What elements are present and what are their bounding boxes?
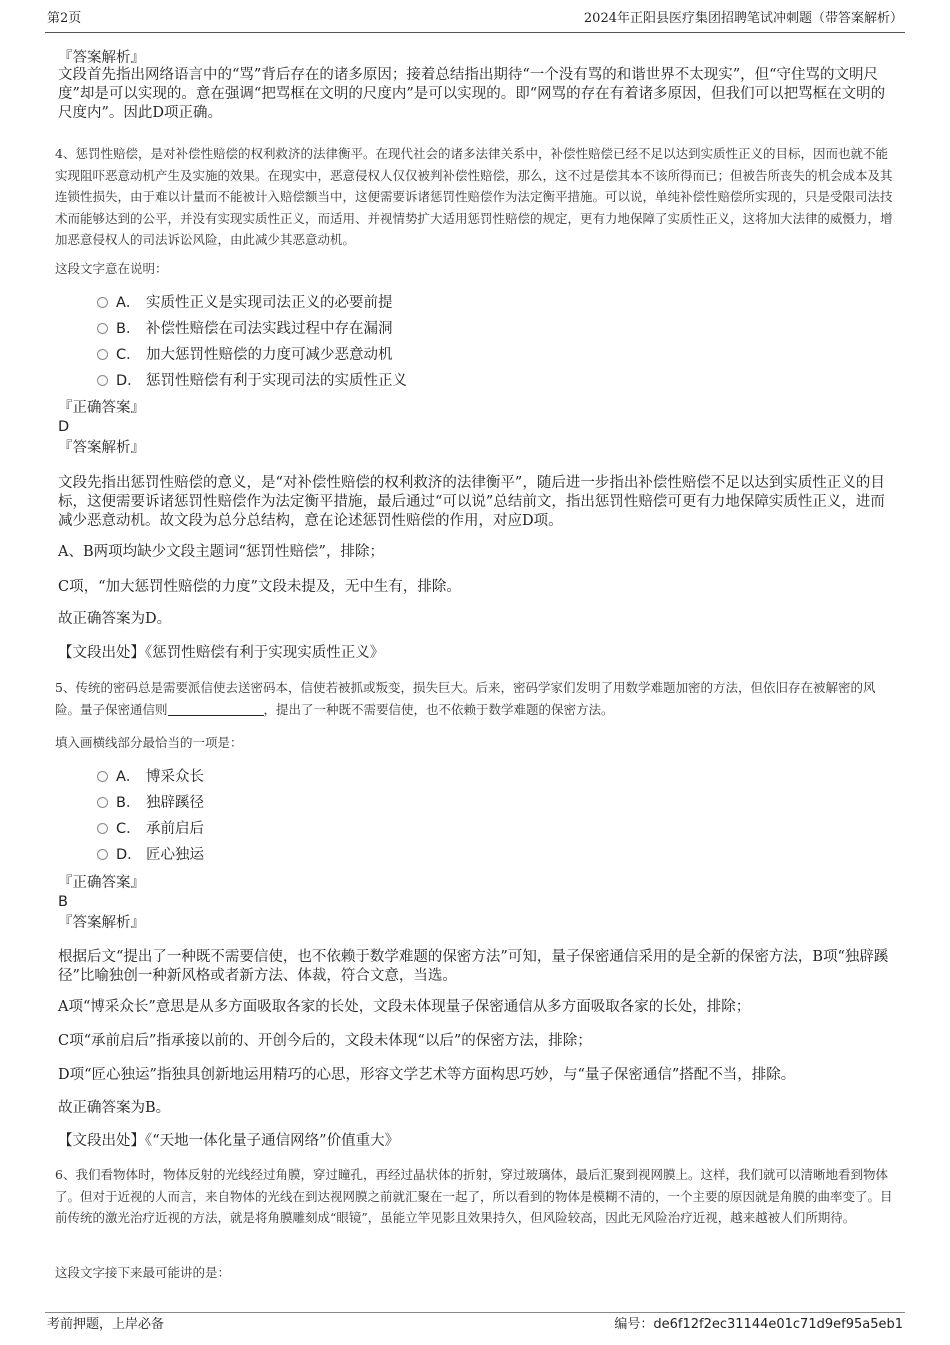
radio-icon[interactable] (97, 297, 108, 308)
q5-option-c[interactable]: C． 承前启后 (97, 819, 204, 839)
page-header (45, 8, 905, 33)
radio-icon[interactable] (97, 797, 108, 808)
q5-answer: B (58, 894, 68, 910)
q4-answer-label: 『正确答案』 (58, 400, 145, 416)
q4-analysis-p1: 文段先指出惩罚性赔偿的意义，是“对补偿性赔偿的权利救济的法律衡平”，随后进一步指出补偿性赔偿不足以达到实质性正义的目标，这便需要诉诸惩罚性赔偿作为法定衡平措施，最后通过“可以说”总结前文，指出惩罚性赔偿可更有力地保障实质性正义，进而减少恶意动机。故文段为总分总结构，意在论述惩罚性赔偿的作用，对应D项。 (58, 475, 885, 529)
document-code: 编号：de6f12f2ec31144e01c71d9ef95a5eb1 (614, 1317, 903, 1332)
q4-answer: D (58, 419, 70, 435)
q4-option-d[interactable]: D． 惩罚性赔偿有利于实现司法的实质性正义 (97, 371, 407, 391)
q5-prompt: 填入画横线部分最恰当的一项是： (55, 735, 243, 750)
q4-analysis-p2: A、B两项均缺少文段主题词“惩罚性赔偿”，排除； (58, 544, 384, 560)
q4-analysis-p4: 故正确答案为D。 (58, 611, 172, 627)
q4-source: 【文段出处】《惩罚性赔偿有利于实现实质性正义》 (58, 645, 385, 661)
document-title: 2024年正阳县医疗集团招聘笔试冲刺题（带答案解析） (583, 11, 903, 26)
q5-analysis-label: 『答案解析』 (58, 915, 145, 931)
q4-prompt: 这段文字意在说明： (55, 261, 168, 276)
radio-icon[interactable] (97, 375, 108, 386)
page-footer (45, 1312, 905, 1339)
q5-analysis-p1: 根据后文“提出了一种既不需要信使，也不依赖于数学难题的保密方法”可知，量子保密通信采用的是全新的保密方法，B项“独辟蹊径”比喻独创一种新风格或者新方法、体裁，符合文意，当选。 (58, 949, 889, 984)
q4-stem: 4、惩罚性赔偿，是对补偿性赔偿的权利救济的法律衡平。在现代社会的诸多法律关系中，补偿性赔偿已经不足以达到实质性正义的目标，因而也就不能实现阻吓恶意动机产生及实施的效果。在现实中，恶意侵权人仅仅被判补偿性赔偿，那么，这不过是偿其本不该所得而已；但被告所丧失的机会成本及其连锁性损失，由于难以计量而不能被计入赔偿额当中，这便需要诉诸惩罚性赔偿作为法定衡平措施。可以说，单纯补偿性赔偿所实现的，只是受限司法技术而能够达到的公平，并没有实现实质性正义，而适用、并视情势扩大适用惩罚性赔偿的规定，更有力地保障了实质性正义，这将加大法律的威慑力，增加恶意侵权人的司法诉讼风险，由此减少其恶意动机。 (55, 146, 893, 247)
q5-option-d[interactable]: D． 匠心独运 (97, 845, 204, 865)
q5-source: 【文段出处】《“天地一体化量子通信网络”价值重大》 (58, 1133, 400, 1149)
q5-analysis-p5: 故正确答案为B。 (58, 1100, 171, 1116)
q4-option-b[interactable]: B． 补偿性赔偿在司法实践过程中存在漏洞 (97, 319, 393, 339)
q5-analysis-p4: D项“匠心独运”指独具创新地运用精巧的心思，形容文学艺术等方面构思巧妙，与“量子保密通信”搭配不当，排除。 (58, 1067, 796, 1083)
radio-icon[interactable] (97, 349, 108, 360)
q4-analysis-p3: C项，“加大惩罚性赔偿的力度”文段未提及，无中生有，排除。 (58, 579, 461, 595)
q3-analysis-label: 『答案解析』 (58, 50, 145, 66)
q5-option-a[interactable]: A． 博采众长 (97, 767, 204, 787)
q5-analysis-p3: C项“承前启后”指承接以前的、开创今后的，文段未体现“以后”的保密方法，排除； (58, 1033, 592, 1049)
radio-icon[interactable] (97, 771, 108, 782)
page-number: 第2页 (47, 11, 82, 26)
radio-icon[interactable] (97, 849, 108, 860)
q4-analysis-label: 『答案解析』 (58, 440, 145, 456)
radio-icon[interactable] (97, 323, 108, 334)
q4-option-c[interactable]: C． 加大惩罚性赔偿的力度可减少恶意动机 (97, 345, 393, 365)
q6-prompt: 这段文字接下来最可能讲的是： (55, 1265, 231, 1280)
footer-slogan: 考前押题，上岸必备 (47, 1317, 165, 1332)
radio-icon[interactable] (97, 823, 108, 834)
q5-option-b[interactable]: B． 独辟蹊径 (97, 793, 204, 813)
q3-analysis: 文段首先指出网络语言中的“骂”背后存在的诸多原因；接着总结指出期待“一个没有骂的和谐世界不太现实”，但“守住骂的文明尺度”却是可以实现的。意在强调“把骂框在文明的尺度内”是可以实现的。即“网骂的存在有着诸多原因，但我们可以把骂框在文明的尺度内”。因此D项正确。 (58, 67, 886, 121)
fill-blank (168, 703, 264, 716)
q4-option-a[interactable]: A． 实质性正义是实现司法正义的必要前提 (97, 293, 393, 313)
q5-answer-label: 『正确答案』 (58, 875, 145, 891)
q5-stem: 5、传统的密码总是需要派信使去送密码本，信使若被抓或叛变，损失巨大。后来，密码学家们发明了用数学难题加密的方法，但依旧存在被解密的风险。量子保密通信则 ，提出了一种既不需要信使，也不依赖于数学难题的保密方法。 (55, 680, 876, 717)
q5-analysis-p2: A项“博采众长”意思是从多方面吸取各家的长处，文段未体现量子保密通信从多方面吸取各家的长处，排除； (58, 999, 751, 1015)
q6-stem: 6、我们看物体时，物体反射的光线经过角膜，穿过瞳孔，再经过晶状体的折射，穿过玻璃体，最后汇聚到视网膜上。这样，我们就可以清晰地看到物体了。但对于近视的人而言，来自物体的光线在到达视网膜之前就汇聚在一起了，所以看到的物体是模糊不清的，一个主要的原因就是角膜的曲率变了。目前传统的激光治疗近视的方法，就是将角膜雕刻成“眼镜”，虽能立竿见影且效果持久，但风险较高，因此无风险治疗近视，越来越被人们所期待。 (55, 1167, 893, 1225)
